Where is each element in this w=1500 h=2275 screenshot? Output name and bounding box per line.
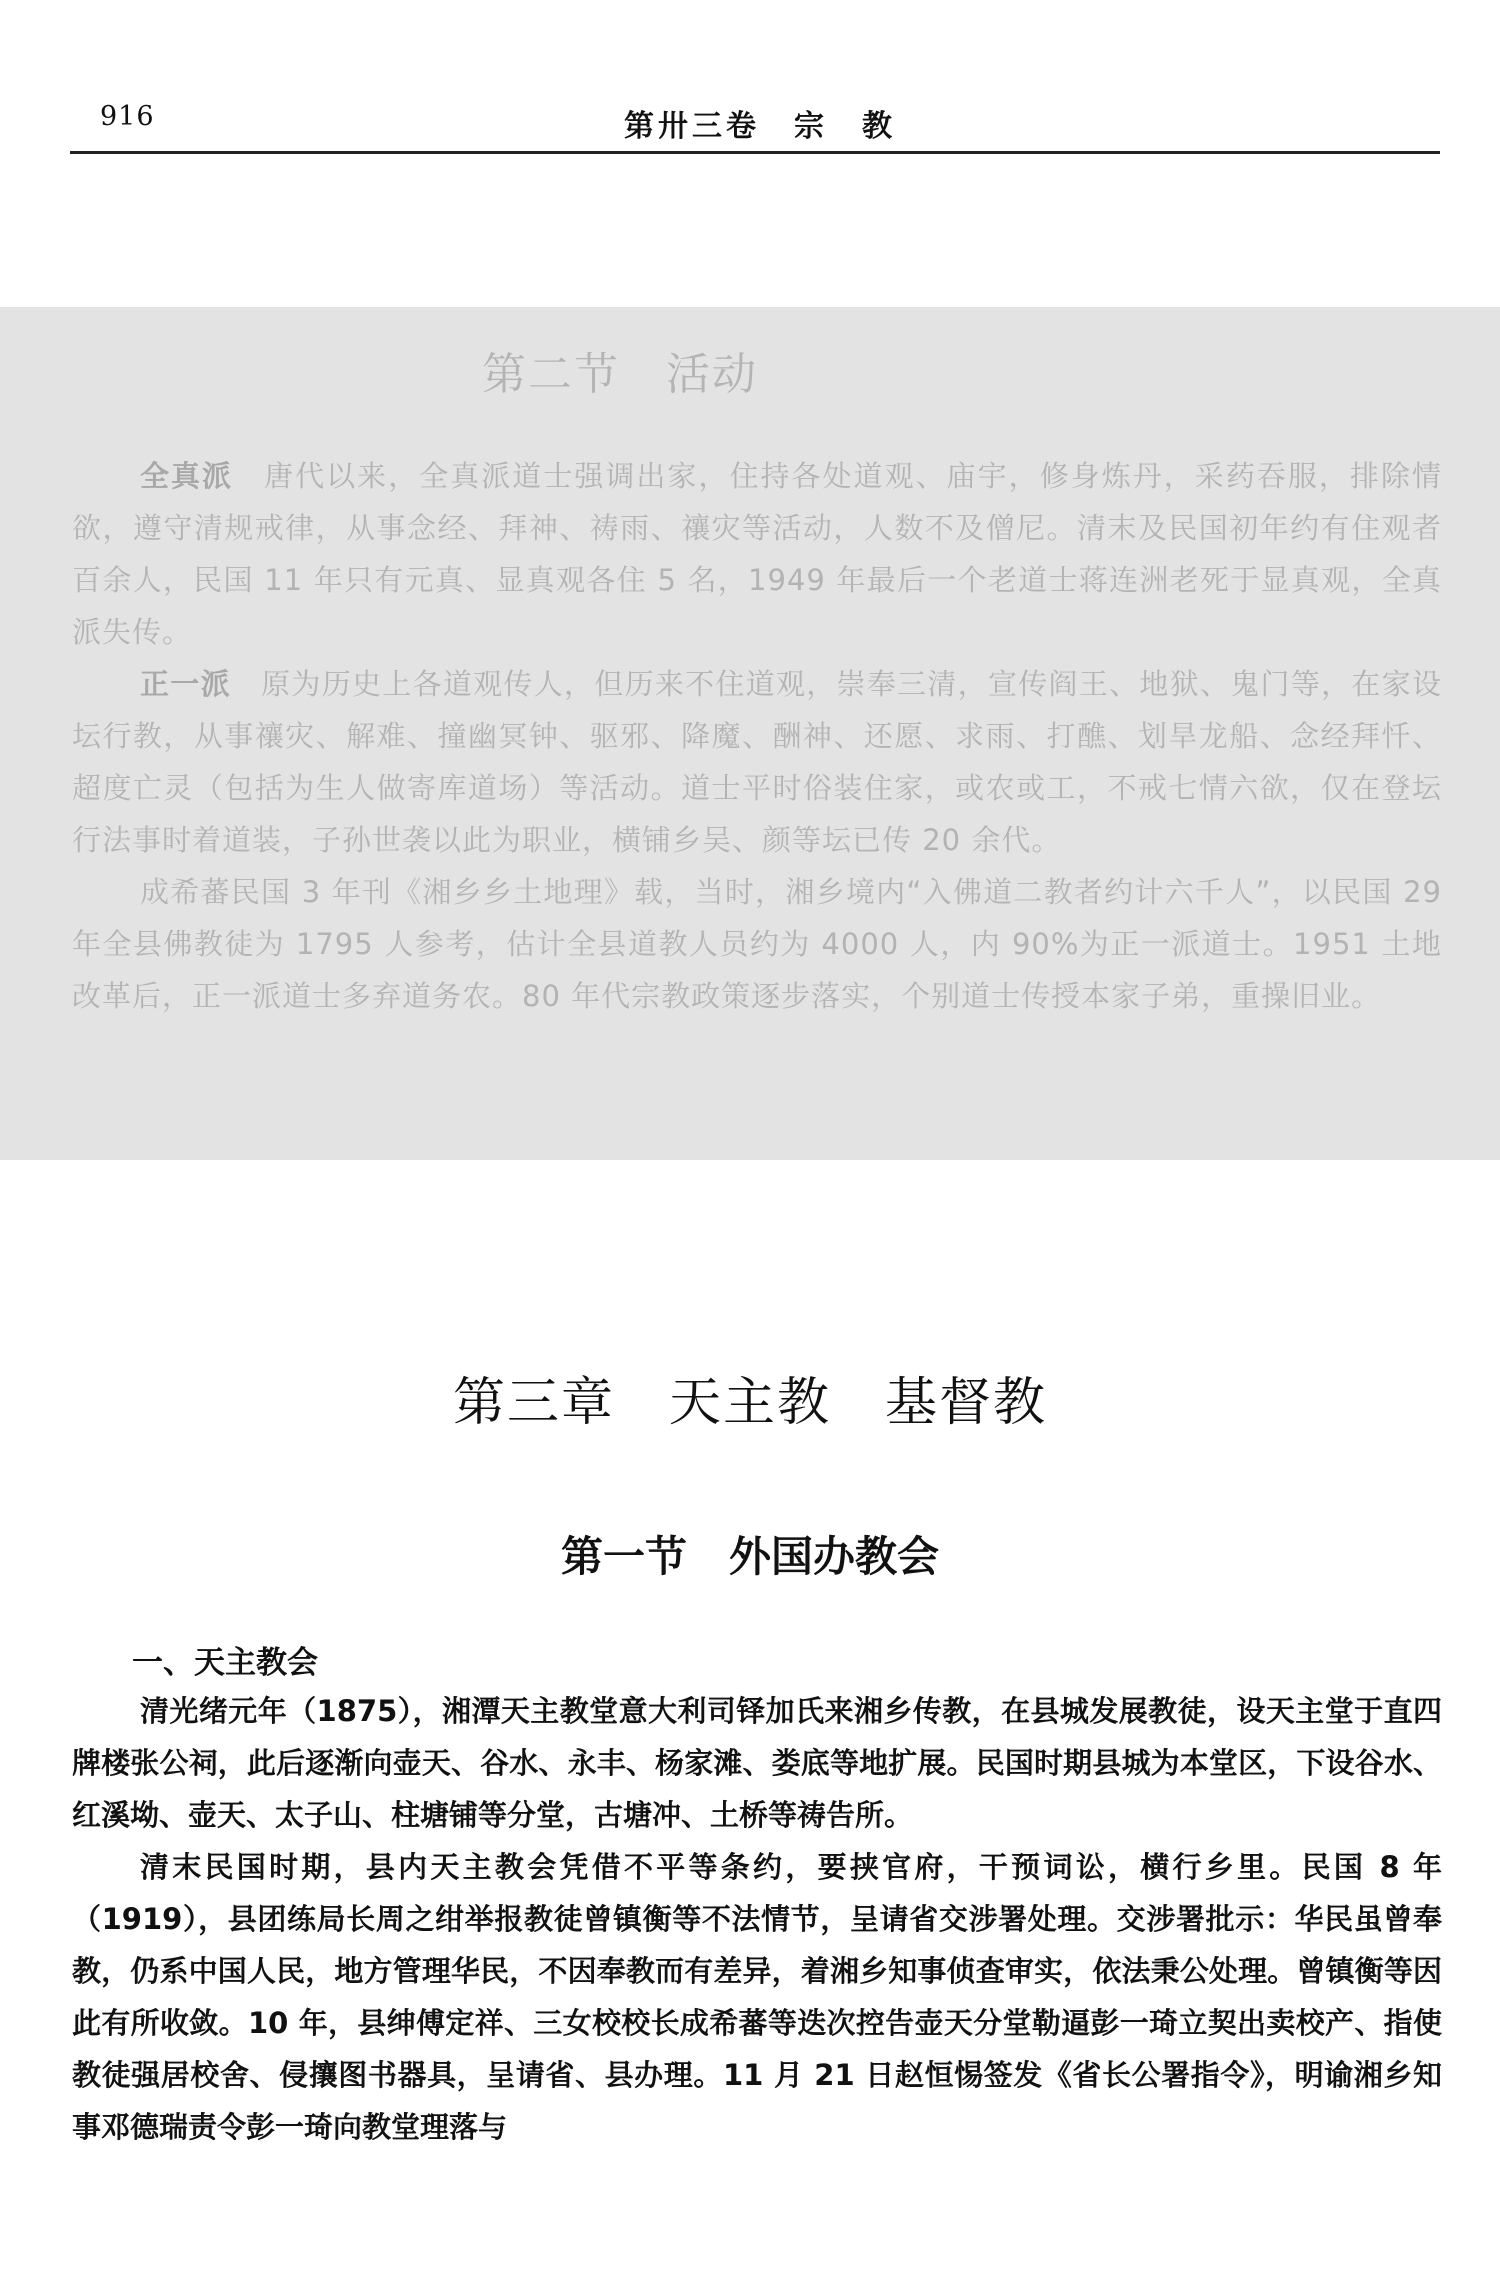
grey-paragraph-2: [72, 658, 1442, 866]
grey-section-heading: 第二节 活动: [482, 349, 758, 400]
grey-lead-1: 全真派: [140, 459, 234, 493]
grey-lead-2: 正一派: [140, 667, 231, 701]
body-paragraph-2: 清末民国时期，县内天主教会凭借不平等条约，要挟官府，干预词讼，横行乡里。民国 8 年（1919），县团练局长周之绀举报教徒曾镇衡等不法情节，呈请省交涉署处理。交涉署批示：华民虽曾奉教，仍系中国人民，地方管理华民，不因奉教而有差异，着湘乡知事侦查审实，依法秉公处理。曾镇衡等因此有所收敛。10 年，县绅傅定祥、三女校校长成希蕃等迭次控告壶天分堂勒逼彭一琦立契出卖校产、指使教徒强居校舍、侵攘图书器具，呈请省、县办理。11 月 21 日赵恒惕签发《省长公署指令》，明谕湘乡知事邓德瑞责令彭一琦向教堂理落与: [72, 1850, 1442, 2144]
grey-body: [72, 450, 1442, 1022]
grey-paragraph-1: [72, 450, 1442, 658]
header-rule: [70, 151, 1440, 154]
grey-text-1: 唐代以来，全真派道士强调出家，住持各处道观、庙宇，修身炼丹，采药吞服，排除情欲，遵守清规戒律，从事念经、拜神、祷雨、禳灾等活动，人数不及僧尼。清末及民国初年约有住观者百余人，民国 11 年只有元真、显真观各住 5 名，1949 年最后一个老道士蒋连洲老死于显真观，全真派失传。: [72, 459, 1442, 649]
section-title: 第一节 外国办教会: [560, 1532, 939, 1581]
grey-paragraph-3: [72, 866, 1442, 1022]
body-paragraph-1: 清光绪元年（1875），湘潭天主教堂意大利司铎加氏来湘乡传教，在县城发展教徒，设天主堂于直四牌楼张公祠，此后逐渐向壶天、谷水、永丰、杨家滩、娄底等地扩展。民国时期县城为本堂区，下设谷水、红溪坳、壶天、太子山、柱塘铺等分堂，古塘冲、土桥等祷告所。: [72, 1694, 1442, 1832]
grey-text-2: 原为历史上各道观传人，但历来不住道观，崇奉三清，宣传阎王、地狱、鬼门等，在家设坛行教，从事禳灾、解难、撞幽冥钟、驱邪、降魔、酬神、还愿、求雨、打醮、划旱龙船、念经拜忏、超度亡灵（包括为生人做寄库道场）等活动。道士平时俗装住家，或农或工，不戒七情六欲，仅在登坛行法事时着道装，子孙世袭以此为职业，横铺乡吴、颜等坛已传 20 余代。: [72, 667, 1442, 857]
chapter-body: [72, 1685, 1442, 2153]
subsection-heading: 一、天主教会: [132, 1645, 318, 1681]
running-title: 第卅三卷 宗 教: [624, 109, 896, 144]
chapter-title: 第三章 天主教 基督教: [452, 1373, 1047, 1433]
grey-text-3: 成希蕃民国 3 年刊《湘乡乡土地理》载，当时，湘乡境内“入佛道二教者约计六千人”，以民国 29 年全县佛教徒为 1795 人参考，估计全县道教人员约为 4000 人，内 90%为正一派道士。1951 土地改革后，正一派道士多弃道务农。80 年代宗教政策逐步落实，个别道士传授本家子弟，重操旧业。: [72, 875, 1442, 1013]
page-number: 916: [100, 101, 155, 132]
